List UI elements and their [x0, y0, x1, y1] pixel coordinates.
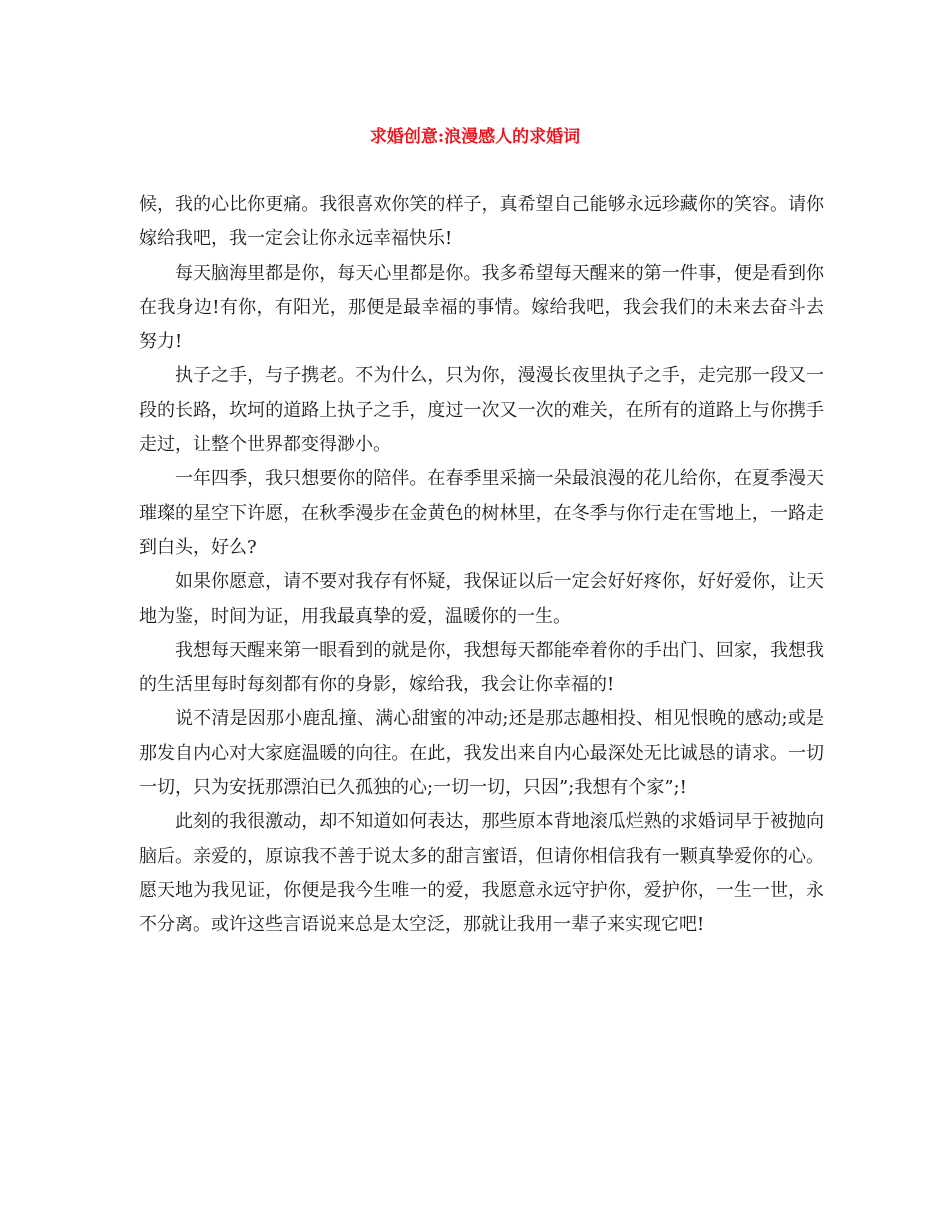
paragraph-5: 如果你愿意，请不要对我存有怀疑，我保证以后一定会好好疼你，好好爱你，让天地为鉴，时间为证，用我最真挚的爱，温暖你的一生。: [139, 571, 824, 627]
paragraph-7: 说不清是因那小鹿乱撞、满心甜蜜的冲动;还是那志趣相投、相见恨晚的感动;或是那发自内心对大家庭温暖的向往。在此，我发出来自内心最深处无比诚恳的请求。一切一切，只为安抚那漂泊已久孤独的心;一切一切，只因”;我想有个家”;!: [139, 708, 824, 799]
paragraph-8: 此刻的我很激动，却不知道如何表达，那些原本背地滚瓜烂熟的求婚词早于被抛向脑后。亲爱的，原谅我不善于说太多的甜言蜜语，但请你相信我有一颗真挚爱你的心。愿天地为我见证，你便是我今生唯一的爱，我愿意永远守护你，爱护你，一生一世，永不分离。或许这些言语说来总是太空泛，那就让我用一辈子来实现它吧!: [139, 811, 824, 936]
paragraph-3: 执子之手，与子携老。不为什么，只为你，漫漫长夜里执子之手，走完那一段又一段的长路，坎坷的道路上执子之手，度过一次又一次的难关，在所有的道路上与你携手走过，让整个世界都变得渺小。: [139, 365, 824, 456]
paragraph-6: 我想每天醒来第一眼看到的就是你，我想每天都能牵着你的手出门、回家，我想我的生活里每时每刻都有你的身影，嫁给我，我会让你幸福的!: [139, 639, 824, 696]
document-title: 求婚创意:浪漫感人的求婚词: [369, 127, 581, 147]
paragraph-1: 候，我的心比你更痛。我很喜欢你笑的样子，真希望自己能够永远珍藏你的笑容。请你嫁给我吧，我一定会让你永远幸福快乐!: [139, 194, 824, 250]
paragraph-2: 每天脑海里都是你，每天心里都是你。我多希望每天醒来的第一件事，便是看到你在我身边!有你，有阳光，那便是最幸福的事情。嫁给我吧，我会我们的未来去奋斗去努力!: [139, 262, 824, 353]
paragraph-4: 一年四季，我只想要你的陪伴。在春季里采摘一朵最浪漫的花儿给你，在夏季漫天璀璨的星空下许愿，在秋季漫步在金黄色的树林里，在冬季与你行走在雪地上，一路走到白头，好么?: [139, 468, 824, 558]
document-body: [139, 188, 824, 943]
